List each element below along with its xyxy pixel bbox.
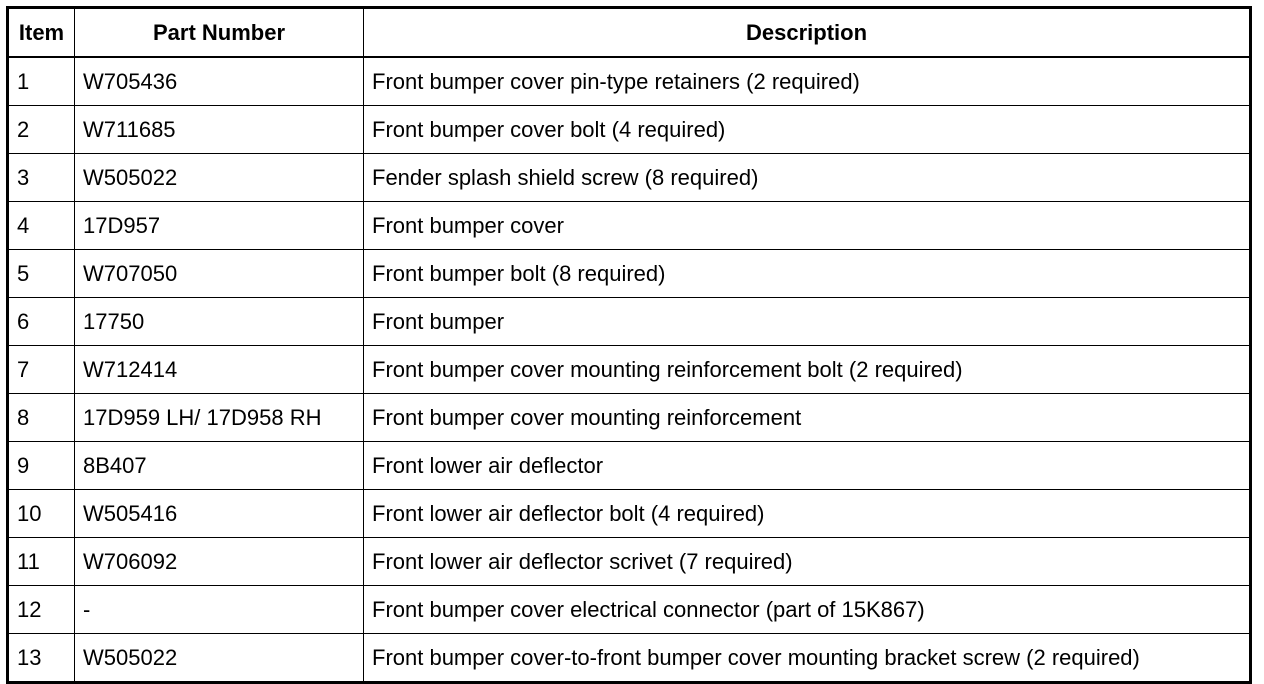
part-number-cell: W705436	[75, 57, 364, 106]
table-row	[8, 250, 1251, 298]
description-cell: Front bumper bolt (8 required)	[364, 250, 1251, 298]
part-number-cell: 17750	[75, 298, 364, 346]
table-row	[8, 154, 1251, 202]
description-cell: Front lower air deflector bolt (4 required)	[364, 490, 1251, 538]
description-cell: Front bumper cover electrical connector (part of 15K867)	[364, 586, 1251, 634]
part-number-cell: W505022	[75, 154, 364, 202]
description-cell: Fender splash shield screw (8 required)	[364, 154, 1251, 202]
description-cell: Front bumper cover mounting reinforcement	[364, 394, 1251, 442]
part-number-cell: W711685	[75, 106, 364, 154]
table-row	[8, 586, 1251, 634]
table-row	[8, 346, 1251, 394]
table-row	[8, 106, 1251, 154]
table-row	[8, 538, 1251, 586]
item-cell: 7	[8, 346, 75, 394]
description-cell: Front lower air deflector scrivet (7 required)	[364, 538, 1251, 586]
column-header-part-number: Part Number	[75, 8, 364, 58]
description-cell: Front lower air deflector	[364, 442, 1251, 490]
item-cell: 8	[8, 394, 75, 442]
table-row	[8, 394, 1251, 442]
part-number-cell: 17D957	[75, 202, 364, 250]
part-number-cell: 8B407	[75, 442, 364, 490]
part-number-cell: -	[75, 586, 364, 634]
column-header-description: Description	[364, 8, 1251, 58]
table-header	[8, 8, 1251, 58]
description-cell: Front bumper cover-to-front bumper cover mounting bracket screw (2 required)	[364, 634, 1251, 683]
item-cell: 9	[8, 442, 75, 490]
item-cell: 6	[8, 298, 75, 346]
description-cell: Front bumper cover mounting reinforcement bolt (2 required)	[364, 346, 1251, 394]
table-row	[8, 57, 1251, 106]
item-cell: 5	[8, 250, 75, 298]
table-body	[8, 57, 1251, 683]
table-row	[8, 298, 1251, 346]
part-number-cell: W505416	[75, 490, 364, 538]
part-number-cell: 17D959 LH/ 17D958 RH	[75, 394, 364, 442]
part-number-cell: W706092	[75, 538, 364, 586]
item-cell: 4	[8, 202, 75, 250]
item-cell: 2	[8, 106, 75, 154]
table-row	[8, 490, 1251, 538]
description-cell: Front bumper	[364, 298, 1251, 346]
header-row	[8, 8, 1251, 58]
table-row	[8, 202, 1251, 250]
table-row	[8, 634, 1251, 683]
item-cell: 11	[8, 538, 75, 586]
description-cell: Front bumper cover	[364, 202, 1251, 250]
part-number-cell: W712414	[75, 346, 364, 394]
part-number-cell: W707050	[75, 250, 364, 298]
item-cell: 10	[8, 490, 75, 538]
table-row	[8, 442, 1251, 490]
column-header-item: Item	[8, 8, 75, 58]
item-cell: 1	[8, 57, 75, 106]
item-cell: 13	[8, 634, 75, 683]
part-number-cell: W505022	[75, 634, 364, 683]
description-cell: Front bumper cover pin-type retainers (2 required)	[364, 57, 1251, 106]
description-cell: Front bumper cover bolt (4 required)	[364, 106, 1251, 154]
item-cell: 12	[8, 586, 75, 634]
item-cell: 3	[8, 154, 75, 202]
parts-table	[6, 6, 1252, 684]
